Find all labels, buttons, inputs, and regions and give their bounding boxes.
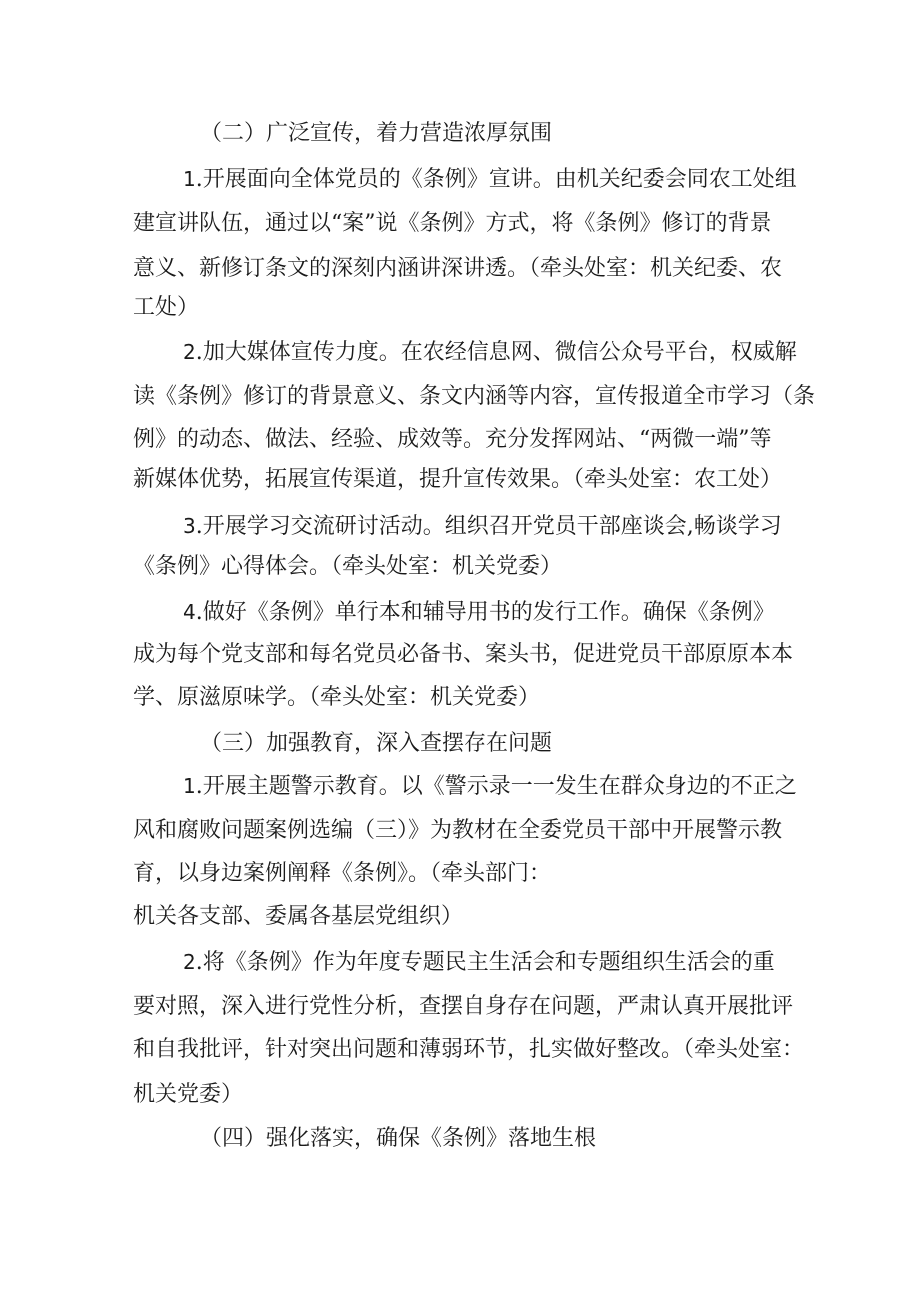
item-number: 2 [183, 950, 196, 974]
paragraph-line: 育，以身边案例阐释《条例》。（牵头部门： [133, 861, 552, 886]
paragraph-line: 建宣讲队伍，通过以“案”说《条例》方式，将《条例》修订的背景 [133, 211, 772, 236]
item-number: 1 [183, 167, 196, 191]
item-number: 1 [183, 774, 196, 798]
paragraph-line: 《条例》心得体会。（牵头处室：机关党委） [133, 554, 563, 579]
paragraph-line: 1.开展主题警示教育。以《警示录一一发生在群众身边的不正之 [183, 774, 797, 799]
section-heading-3: （三）加强教育，深入查摆存在问题 [200, 731, 553, 756]
item-number: 2 [183, 340, 196, 364]
paragraph-line: 风和腐败问题案例选编（三）》为教材在全委党员干部中开展警示教 [133, 818, 783, 843]
paragraph-line: 机关党委） [133, 1082, 244, 1107]
section-heading-2: （二）广泛宣传，着力营造浓厚氛围 [200, 121, 553, 146]
paragraph-line: 意义、新修订条文的深刻内涵讲深讲透。（牵头处室：机关纪委、农 [133, 256, 783, 281]
paragraph-line: 3.开展学习交流研讨活动。组织召开党员干部座谈会,畅谈学习 [183, 514, 782, 539]
paragraph-line: 和自我批评，针对突出问题和薄弱环节，扎实做好整改。（牵头处室： [133, 1037, 805, 1062]
paragraph-line: 新媒体优势，拓展宣传渠道，提升宣传效果。（牵头处室：农工处） [133, 467, 783, 492]
paragraph-line: 机关各支部、委属各基层党组织） [133, 904, 464, 929]
paragraph-line: 成为每个党支部和每名党员必备书、案头书，促进党员干部原原本本 [133, 642, 794, 667]
section-heading-4: （四）强化落实，确保《条例》落地生根 [200, 1126, 597, 1151]
paragraph-line: 工处） [133, 295, 200, 320]
paragraph-line: 学、原滋原味学。（牵头处室：机关党委） [133, 685, 541, 710]
paragraph-line: 4.做好《条例》单行本和辅导用书的发行工作。确保《条例》 [183, 600, 775, 625]
paragraph-line: 2.加大媒体宣传力度。在农经信息网、微信公众号平台，权威解 [183, 340, 797, 365]
paragraph-line: 要对照，深入进行党性分析，查摆自身存在问题，严肃认真开展批评 [133, 994, 794, 1019]
paragraph-line: 例》的动态、做法、经验、成效等。充分发挥网站、“两微一端”等 [133, 427, 772, 452]
paragraph-line: 1.开展面向全体党员的《条例》宣讲。由机关纪委会同农工处组 [183, 167, 797, 192]
item-number: 4 [183, 600, 196, 624]
paragraph-line: 2.将《条例》作为年度专题民主生活会和专题组织生活会的重 [183, 950, 775, 975]
item-number: 3 [183, 514, 196, 538]
paragraph-line: 读《条例》修订的背景意义、条文内涵等内容，宣传报道全市学习（条 [133, 384, 816, 409]
